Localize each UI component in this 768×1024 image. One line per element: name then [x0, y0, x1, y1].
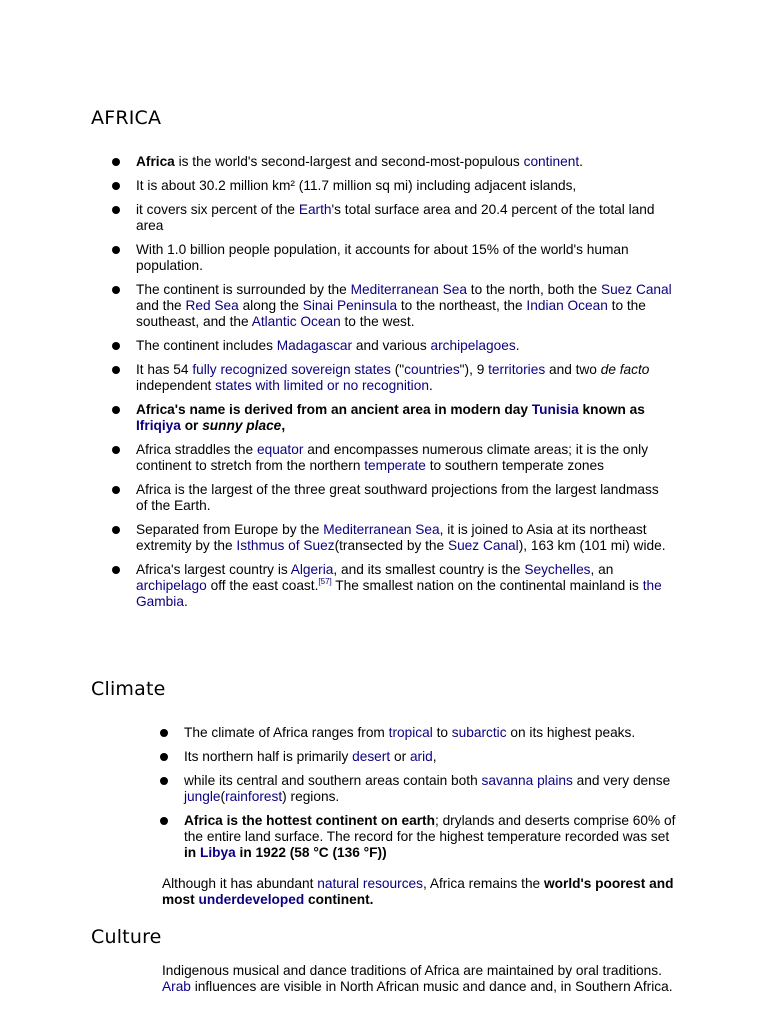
text-run: The climate of Africa ranges from — [184, 725, 389, 740]
climate-bullet-list — [160, 725, 680, 869]
wiki-link[interactable]: arid — [409, 749, 433, 764]
africa-heading: AFRICA — [91, 107, 162, 129]
bullet-dot-icon — [112, 566, 120, 574]
text-run: , Africa remains the — [423, 876, 544, 891]
text-run: , and its smallest country is the — [333, 562, 525, 577]
bullet-item — [112, 522, 672, 554]
bullet-dot-icon — [112, 366, 120, 374]
text-run: Africa's largest country is — [136, 562, 291, 577]
bullet-item — [112, 338, 672, 354]
wiki-link[interactable]: savanna plains — [481, 773, 573, 788]
wiki-link[interactable]: Isthmus of Suez — [236, 538, 335, 553]
bullet-dot-icon — [112, 158, 120, 166]
text-run: Africa's name is derived from an ancient area in modern day — [136, 402, 532, 417]
wiki-link[interactable]: desert — [352, 749, 391, 764]
text-run: to southern temperate zones — [425, 458, 604, 473]
text-run: The continent includes — [136, 338, 277, 353]
wiki-link[interactable]: continent — [523, 154, 580, 169]
bullet-item — [112, 282, 672, 330]
text-run: is the world's second-largest and second-most-populous — [174, 154, 524, 169]
bullet-item — [112, 442, 672, 474]
wiki-link[interactable]: Mediterranean Sea — [350, 282, 467, 297]
bullet-item — [112, 482, 672, 514]
bullet-dot-icon — [112, 342, 120, 350]
bullet-item — [112, 562, 672, 610]
text-run: off the east coast. — [206, 578, 319, 593]
bullet-dot-icon — [112, 246, 120, 254]
bullet-dot-icon — [160, 777, 168, 785]
text-run: ), 163 km (101 mi) wide. — [518, 538, 666, 553]
text-run: and very dense — [572, 773, 671, 788]
wiki-link[interactable]: Earth — [298, 202, 332, 217]
text-run: on its highest peaks. — [506, 725, 636, 740]
bullet-dot-icon — [112, 446, 120, 454]
bullet-dot-icon — [112, 406, 120, 414]
text-run: to — [432, 725, 452, 740]
wiki-link[interactable]: archipelagoes — [430, 338, 516, 353]
wiki-link[interactable]: territories — [488, 362, 546, 377]
wiki-link[interactable]: Algeria — [290, 562, 334, 577]
wiki-link[interactable]: countries — [404, 362, 460, 377]
natural-resources-paragraph — [162, 876, 682, 908]
text-run: Africa is the hottest continent on earth — [184, 813, 435, 828]
bullet-item — [112, 178, 672, 194]
wiki-link[interactable]: Red Sea — [185, 298, 239, 313]
text-run: . — [579, 154, 583, 169]
bullet-item — [160, 749, 680, 765]
bullet-dot-icon — [112, 286, 120, 294]
text-run: Indigenous musical and dance traditions of Africa are maintained by oral traditions. — [162, 963, 662, 978]
bullet-dot-icon — [160, 753, 168, 761]
bullet-dot-icon — [112, 526, 120, 534]
wiki-link[interactable]: Libya — [199, 845, 236, 860]
wiki-link[interactable]: Arab — [162, 979, 191, 994]
text-run: (" — [390, 362, 405, 377]
wiki-link[interactable]: natural resources — [317, 876, 424, 891]
text-run: to the southeast, and the — [136, 298, 646, 329]
wiki-link[interactable]: [57] — [318, 577, 332, 586]
wiki-link[interactable]: subarctic — [451, 725, 507, 740]
bullet-item — [160, 773, 680, 805]
wiki-link[interactable]: Sinai Peninsula — [302, 298, 398, 313]
wiki-link[interactable]: Madagascar — [276, 338, 353, 353]
wiki-link[interactable]: Ifriqiya — [136, 418, 181, 433]
text-run: it covers six percent of the — [136, 202, 299, 217]
africa-bullet-list — [112, 154, 672, 618]
text-run: sunny place — [202, 418, 282, 433]
bullet-item — [112, 202, 672, 234]
text-run: Africa straddles the — [136, 442, 257, 457]
text-run: or — [180, 418, 203, 433]
text-run: The smallest nation on the continental mainland is — [331, 578, 643, 593]
wiki-link[interactable]: rainforest — [225, 789, 283, 804]
wiki-link[interactable]: archipelago — [136, 578, 207, 593]
culture-paragraph — [162, 963, 692, 995]
text-run: It is about 30.2 million km² (11.7 million sq mi) including adjacent islands, — [136, 178, 577, 193]
text-run: Separated from Europe by the — [136, 522, 324, 537]
text-run: Africa is the largest of the three great southward projections from the largest landmass of the Earth. — [136, 482, 659, 513]
text-run: and the — [136, 298, 186, 313]
text-run: world's poorest and most — [162, 876, 674, 907]
text-run: in 1922 (58 °C (136 °F)) — [235, 845, 387, 860]
text-run: . — [428, 378, 433, 393]
bullet-item — [112, 242, 672, 274]
text-run: . — [515, 338, 520, 353]
text-run: Its northern half is primarily — [184, 749, 353, 764]
text-run: It has 54 — [136, 362, 193, 377]
text-run: de facto — [600, 362, 650, 377]
wiki-link[interactable]: Mediterranean Sea — [323, 522, 440, 537]
text-run: Africa — [136, 154, 175, 169]
text-run: independent — [136, 378, 216, 393]
wiki-link[interactable]: the Gambia — [136, 578, 662, 609]
text-run: and various — [352, 338, 431, 353]
bullet-item — [160, 725, 680, 741]
text-run: , — [432, 749, 437, 764]
wiki-link[interactable]: Indian Ocean — [526, 298, 608, 313]
wiki-link[interactable]: underdeveloped — [198, 892, 305, 907]
bullet-item — [160, 813, 680, 861]
text-run: influences are visible in North African music and dance and, in Southern Africa. — [190, 979, 673, 994]
text-run: to the west. — [340, 314, 415, 329]
wiki-link[interactable]: Suez Canal — [447, 538, 519, 553]
bullet-item — [112, 362, 672, 394]
climate-heading: Climate — [91, 678, 166, 700]
text-run: , it is joined to Asia at its northeast extremity by the — [136, 522, 647, 553]
wiki-link[interactable]: Atlantic Ocean — [251, 314, 341, 329]
wiki-link[interactable]: fully recognized sovereign states — [192, 362, 391, 377]
bullet-item — [112, 154, 672, 170]
text-run: ; drylands and deserts comprise 60% of the entire land surface. The record for the highest temperature recorded was set — [184, 813, 676, 844]
wiki-link[interactable]: states with limited or no recognition — [215, 378, 429, 393]
text-run: or — [390, 749, 410, 764]
text-run: Although it has abundant — [162, 876, 318, 891]
wiki-link[interactable]: equator — [256, 442, 304, 457]
wiki-link[interactable]: temperate — [364, 458, 426, 473]
text-run: 's total surface area and 20.4 percent of the total land area — [136, 202, 655, 233]
wiki-link[interactable]: Tunisia — [531, 402, 579, 417]
bullet-dot-icon — [160, 729, 168, 737]
text-run: ( — [220, 789, 226, 804]
text-run: to the north, both the — [467, 282, 601, 297]
text-run: in — [184, 845, 200, 860]
text-run: and encompasses numerous climate areas; it is the only continent to stretch from the northern — [136, 442, 649, 473]
bullet-dot-icon — [160, 817, 168, 825]
text-run: continent. — [304, 892, 374, 907]
bullet-item — [112, 402, 672, 434]
text-run: and two — [545, 362, 601, 377]
text-run: to the northeast, the — [397, 298, 527, 313]
text-run: known as — [578, 402, 645, 417]
text-run: . — [183, 594, 188, 609]
wiki-link[interactable]: jungle — [184, 789, 221, 804]
text-run: (transected by the — [334, 538, 448, 553]
wiki-link[interactable]: tropical — [388, 725, 433, 740]
text-run: ) regions. — [282, 789, 340, 804]
bullet-dot-icon — [112, 182, 120, 190]
text-run: while its central and southern areas contain both — [184, 773, 482, 788]
text-run: , an — [590, 562, 614, 577]
bullet-dot-icon — [112, 206, 120, 214]
culture-heading: Culture — [91, 926, 162, 948]
wiki-link[interactable]: Seychelles — [524, 562, 591, 577]
text-run: The continent is surrounded by the — [136, 282, 351, 297]
wiki-link[interactable]: Suez Canal — [600, 282, 672, 297]
text-run: With 1.0 billion people population, it accounts for about 15% of the world's human population. — [136, 242, 629, 273]
text-run: , — [281, 418, 286, 433]
text-run: along the — [238, 298, 303, 313]
text-run: "), 9 — [459, 362, 489, 377]
bullet-dot-icon — [112, 486, 120, 494]
